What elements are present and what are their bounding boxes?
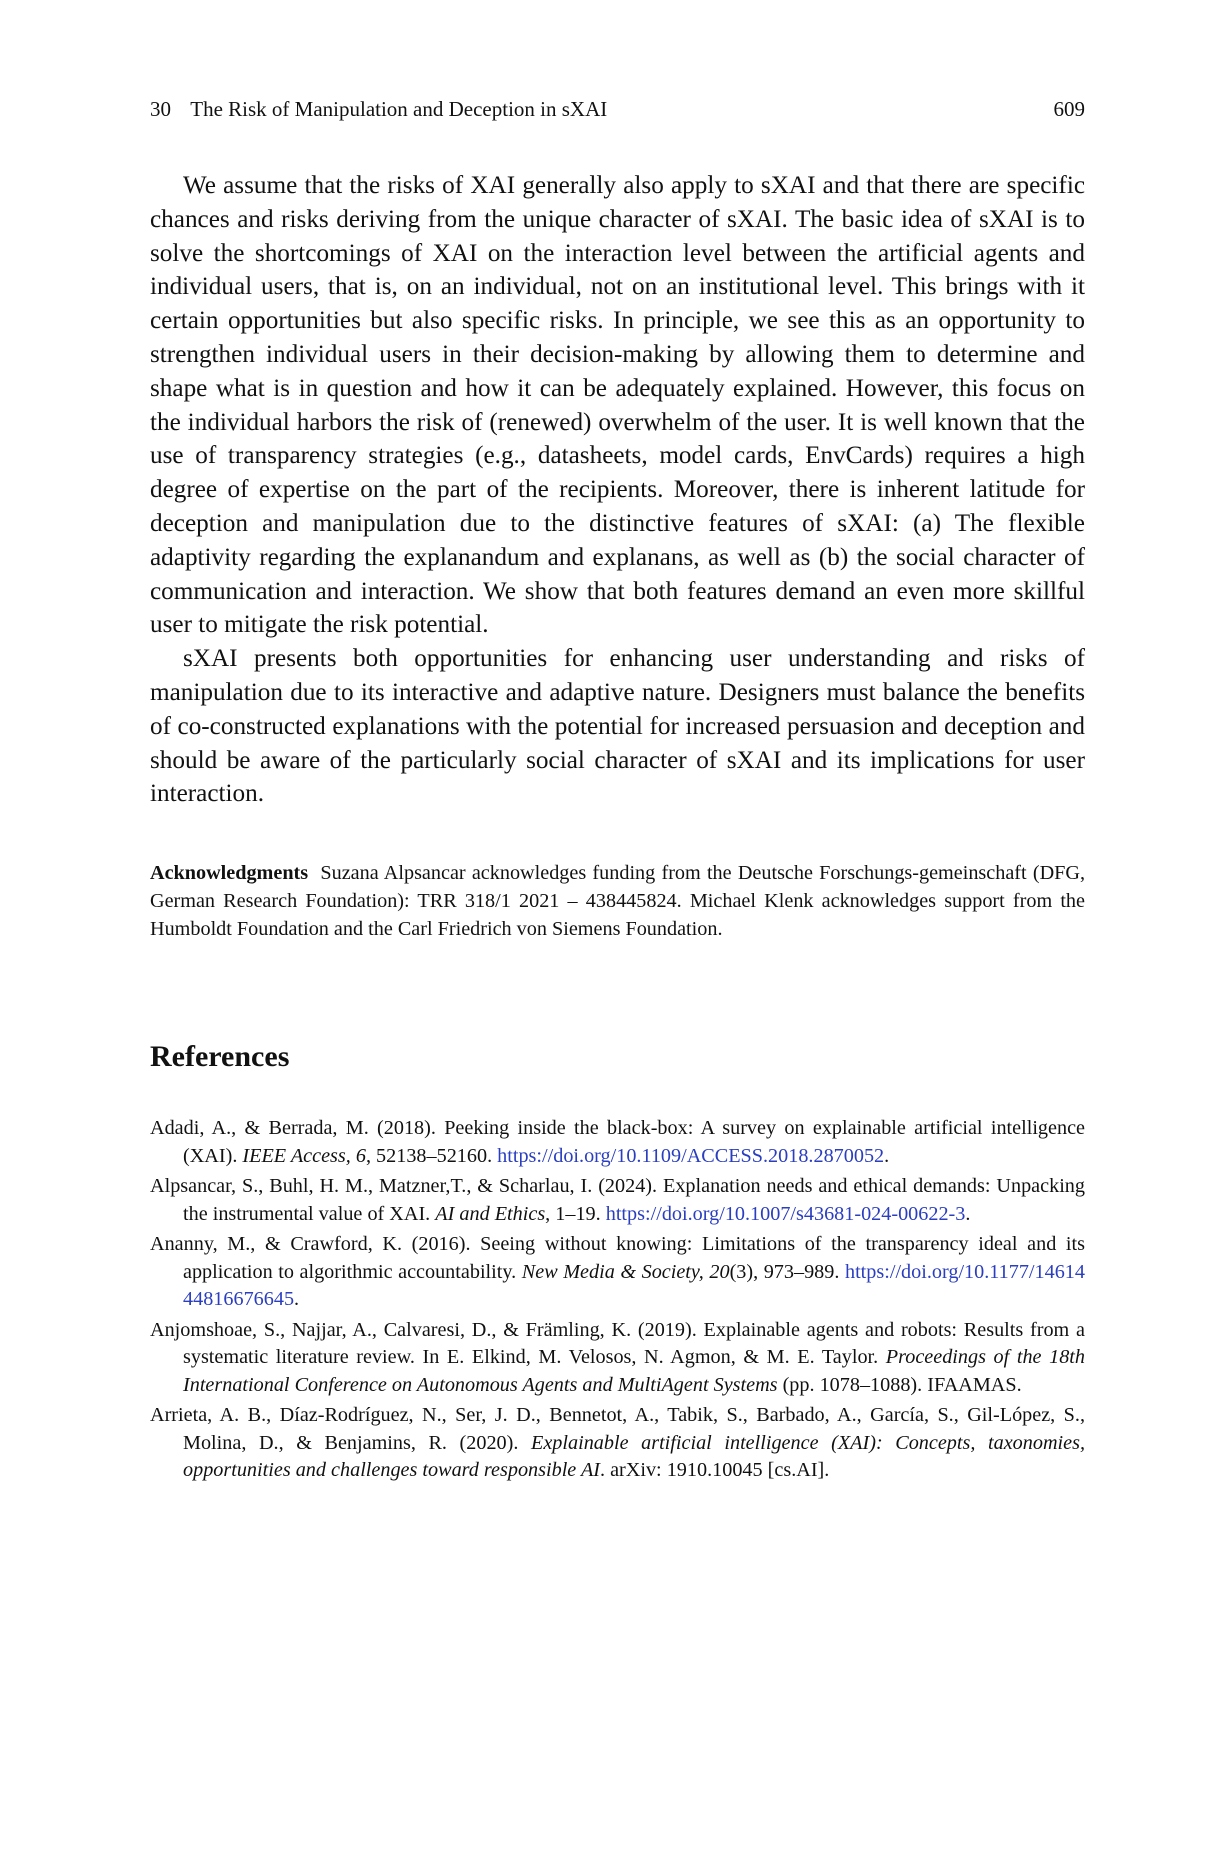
chapter-title: The Risk of Manipulation and Deception in sXAI: [190, 97, 608, 121]
body-paragraph: sXAI presents both opportunities for enhancing user understanding and risks of manipulation due to its interactive and adaptive nature. Designers must balance the benefits of co-constructed explanations with the potential for increased persuasion and deception and should be aware of the particularly social character of sXAI and its implications for user interaction.: [150, 645, 1085, 808]
reference-source: Proceedings of the 18th International Conference on Autonomous Agents and MultiAgent Systems: [183, 1346, 1085, 1396]
reference-item: [150, 1173, 1085, 1228]
chapter-number: 30: [150, 97, 171, 121]
reference-text: Adadi, A., & Berrada, M. (2018). Peeking inside the black-box: A survey on explainable artificial intelligence (XAI).: [150, 1117, 1085, 1167]
running-head: [150, 92, 1085, 126]
reference-text: Ananny, M., & Crawford, K. (2016). Seeing without knowing: Limitations of the transparency ideal and its application to algorithmic accountability.: [150, 1233, 1085, 1283]
reference-end: .: [884, 1144, 890, 1167]
acknowledgments-text: Suzana Alpsancar acknowledges funding from the Deutsche Forschungs-gemeinschaft (DFG, German Research Foundation): TRR 318/1 2021 – 438445824. Michael Klenk acknowledges support from the Humboldt Foundation and the Carl Friedrich von Siemens Foundation.: [150, 862, 1085, 941]
reference-item: [150, 1115, 1085, 1170]
reference-end: .: [965, 1202, 971, 1225]
reference-item: [150, 1231, 1085, 1314]
reference-list: [150, 1115, 1085, 1485]
reference-details: , 1–19.: [545, 1202, 606, 1225]
reference-details: , 52138–52160.: [365, 1144, 498, 1167]
reference-source: AI and Ethics: [435, 1202, 546, 1225]
references-heading: References: [150, 1040, 290, 1074]
reference-item: [150, 1402, 1085, 1485]
reference-end: .: [294, 1288, 300, 1311]
reference-text: Alpsancar, S., Buhl, H. M., Matzner,T., & Scharlau, I. (2024). Explanation needs and ethical demands: Unpacking the instrumental value of XAI.: [150, 1175, 1085, 1225]
body-paragraph: We assume that the risks of XAI generally also apply to sXAI and that there are specific chances and risks deriving from the unique character of sXAI. The basic idea of sXAI is to solve the shortcomings of XAI on the interaction level between the artificial agents and individual users, that is, on an individual, not on an institutional level. This brings with it certain opportunities but also specific risks. In principle, we see this as an opportunity to strengthen individual users in their decision-making by allowing them to determine and shape what is in question and how it can be adequately explained. However, this focus on the individual harbors the risk of (renewed) overwhelm of the user. It is well known that the use of transparency strategies (e.g., datasheets, model cards, EnvCards) requires a high degree of expertise on the part of the recipients. Moreover, there is inherent latitude for deception and manipulation due to the distinctive features of sXAI: (a) The flexible adaptivity regarding the explanandum and explanans, as well as (b) the social character of communication and interaction. We show that both features demand an even more skillful user to mitigate the risk potential.: [150, 172, 1085, 639]
reference-text: Arrieta, A. B., Díaz-Rodríguez, N., Ser, J. D., Bennetot, A., Tabik, S., Barbado, A., García, S., Gil-López, S., Molina, D., & Benjamins, R. (2020).: [150, 1404, 1085, 1454]
reference-source: IEEE Access, 6: [242, 1144, 366, 1167]
reference-source: New Media & Society, 20: [521, 1260, 730, 1283]
reference-details: (3), 973–989.: [729, 1260, 845, 1283]
acknowledgments: [150, 859, 1085, 943]
reference-doi-link[interactable]: https://doi.org/10.1109/ACCESS.2018.2870052: [497, 1144, 885, 1167]
reference-text: Anjomshoae, S., Najjar, A., Calvaresi, D., & Främling, K. (2019). Explainable agents and robots: Results from a systematic literature review. In E. Elkind, M. Velosos, N. Agmon, & M. E. Taylor.: [150, 1318, 1085, 1369]
reference-item: [150, 1317, 1085, 1400]
page-number: 609: [1053, 97, 1085, 121]
reference-doi-link[interactable]: https://doi.org/10.1007/s43681-024-00622-3: [605, 1202, 966, 1225]
reference-source: Explainable artificial intelligence (XAI): Concepts, taxonomies, opportunities and challenges toward responsible AI: [183, 1431, 1085, 1482]
acknowledgments-heading: Acknowledgments: [150, 862, 309, 885]
reference-details: . arXiv: 1910.10045 [cs.AI].: [600, 1459, 830, 1482]
reference-details: (pp. 1078–1088). IFAAMAS.: [777, 1373, 1022, 1396]
body-text: [150, 169, 1085, 811]
reference-doi-link[interactable]: https://doi.org/10.1177/1461444816676645: [183, 1260, 1085, 1311]
page: [150, 92, 1085, 1488]
